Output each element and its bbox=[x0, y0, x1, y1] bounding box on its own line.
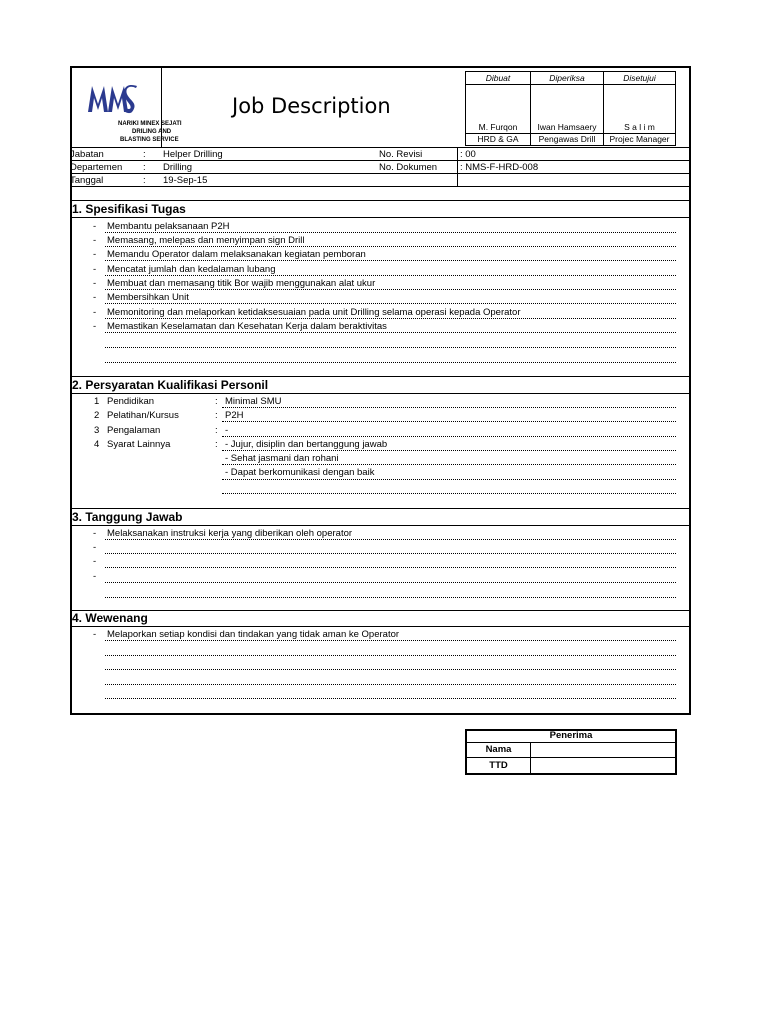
row-value: - bbox=[225, 425, 229, 436]
list-bullet: - bbox=[93, 571, 97, 582]
company-logo bbox=[84, 80, 140, 118]
approval-col-diperiksa: Diperiksa bbox=[549, 73, 585, 83]
jabatan-value: Helper Drilling bbox=[163, 149, 223, 160]
row-number: 4 bbox=[94, 439, 100, 450]
section-title: 1. Spesifikasi Tugas bbox=[72, 202, 186, 216]
row-colon: : bbox=[215, 410, 218, 421]
list-bullet: - bbox=[93, 264, 97, 275]
row-label: Syarat Lainnya bbox=[107, 439, 171, 450]
list-bullet: - bbox=[93, 556, 97, 567]
penerima-nama-label: Nama bbox=[485, 744, 512, 755]
approval-col-dibuat: Dibuat bbox=[485, 73, 511, 83]
row-label: Pendidikan bbox=[107, 396, 155, 407]
list-item: Melaksanakan instruksi kerja yang diberikan oleh operator bbox=[107, 528, 353, 539]
dokumen-value: : NMS-F-HRD-008 bbox=[460, 162, 539, 173]
list-bullet: - bbox=[93, 629, 97, 640]
revisi-label: No. Revisi bbox=[379, 149, 423, 160]
row-value: - Dapat berkomunikasi dengan baik bbox=[225, 467, 375, 478]
jabatan-colon: : bbox=[143, 149, 146, 160]
row-colon: : bbox=[215, 396, 218, 407]
approval-position-dibuat: HRD & GA bbox=[477, 134, 519, 144]
list-item: Memonitoring dan melaporkan ketidaksesuaian pada unit Drilling selama operasi kepada Operator bbox=[107, 307, 521, 318]
departemen-colon: : bbox=[143, 162, 146, 173]
jabatan-label: Jabatan bbox=[70, 149, 104, 160]
list-item: Memandu Operator dalam melaksanakan kegiatan pemboran bbox=[107, 249, 366, 260]
tanggal-colon: : bbox=[143, 175, 146, 186]
section-title: 3. Tanggung Jawab bbox=[72, 510, 183, 524]
list-bullet: - bbox=[93, 321, 97, 332]
approval-col-disetujui: Disetujui bbox=[623, 73, 656, 83]
row-number: 2 bbox=[94, 410, 100, 421]
approval-position-diperiksa: Pengawas Drill bbox=[538, 134, 596, 144]
page-title: Job Description bbox=[232, 94, 391, 118]
penerima-ttd-field[interactable] bbox=[531, 758, 675, 773]
approval-position-disetujui: Projec Manager bbox=[609, 134, 670, 144]
row-label: Pelatihan/Kursus bbox=[107, 410, 179, 421]
list-item: Membantu pelaksanaan P2H bbox=[107, 221, 230, 232]
penerima-ttd-label: TTD bbox=[489, 760, 508, 771]
row-colon: : bbox=[215, 425, 218, 436]
approval-name-dibuat: M. Furqon bbox=[478, 122, 518, 132]
list-item: Membuat dan memasang titik Bor wajib menggunakan alat ukur bbox=[107, 278, 376, 289]
departemen-value: Drilling bbox=[163, 162, 193, 173]
company-name: NARIKI MINEX SEJATI DRILING AND BLASTING SERVICE bbox=[118, 121, 182, 143]
penerima-nama-field[interactable] bbox=[531, 743, 675, 757]
row-number: 3 bbox=[94, 425, 100, 436]
list-bullet: - bbox=[93, 278, 97, 289]
row-label: Pengalaman bbox=[107, 425, 161, 436]
row-value: - Sehat jasmani dan rohani bbox=[225, 453, 339, 464]
row-number: 1 bbox=[94, 396, 100, 407]
tanggal-label: Tanggal bbox=[70, 175, 104, 186]
list-bullet: - bbox=[93, 249, 97, 260]
departemen-label: Departemen bbox=[70, 162, 123, 173]
list-item: Mencatat jumlah dan kedalaman lubang bbox=[107, 264, 276, 275]
list-bullet: - bbox=[93, 235, 97, 246]
list-bullet: - bbox=[93, 528, 97, 539]
list-item: Memastikan Keselamatan dan Kesehatan Kerja dalam beraktivitas bbox=[107, 321, 387, 332]
dokumen-label: No. Dokumen bbox=[379, 162, 438, 173]
list-bullet: - bbox=[93, 542, 97, 553]
section-title: 2. Persyaratan Kualifikasi Personil bbox=[72, 378, 269, 392]
list-bullet: - bbox=[93, 292, 97, 303]
row-value: - Jujur, disiplin dan bertanggung jawab bbox=[225, 439, 388, 450]
approval-name-diperiksa: Iwan Hamsaery bbox=[537, 122, 597, 132]
section-title: 4. Wewenang bbox=[72, 611, 148, 625]
list-bullet: - bbox=[93, 221, 97, 232]
penerima-title: Penerima bbox=[549, 730, 593, 741]
row-value: Minimal SMU bbox=[225, 396, 282, 407]
list-item: Melaporkan setiap kondisi dan tindakan yang tidak aman ke Operator bbox=[107, 629, 400, 640]
tanggal-value: 19-Sep-15 bbox=[163, 175, 208, 186]
revisi-value: : 00 bbox=[460, 149, 476, 160]
row-colon: : bbox=[215, 439, 218, 450]
list-item: Memasang, melepas dan menyimpan sign Drill bbox=[107, 235, 305, 246]
approval-name-disetujui: S a l i m bbox=[624, 122, 655, 132]
row-value: P2H bbox=[225, 410, 244, 421]
list-bullet: - bbox=[93, 307, 97, 318]
list-item: Membersihkan Unit bbox=[107, 292, 189, 303]
